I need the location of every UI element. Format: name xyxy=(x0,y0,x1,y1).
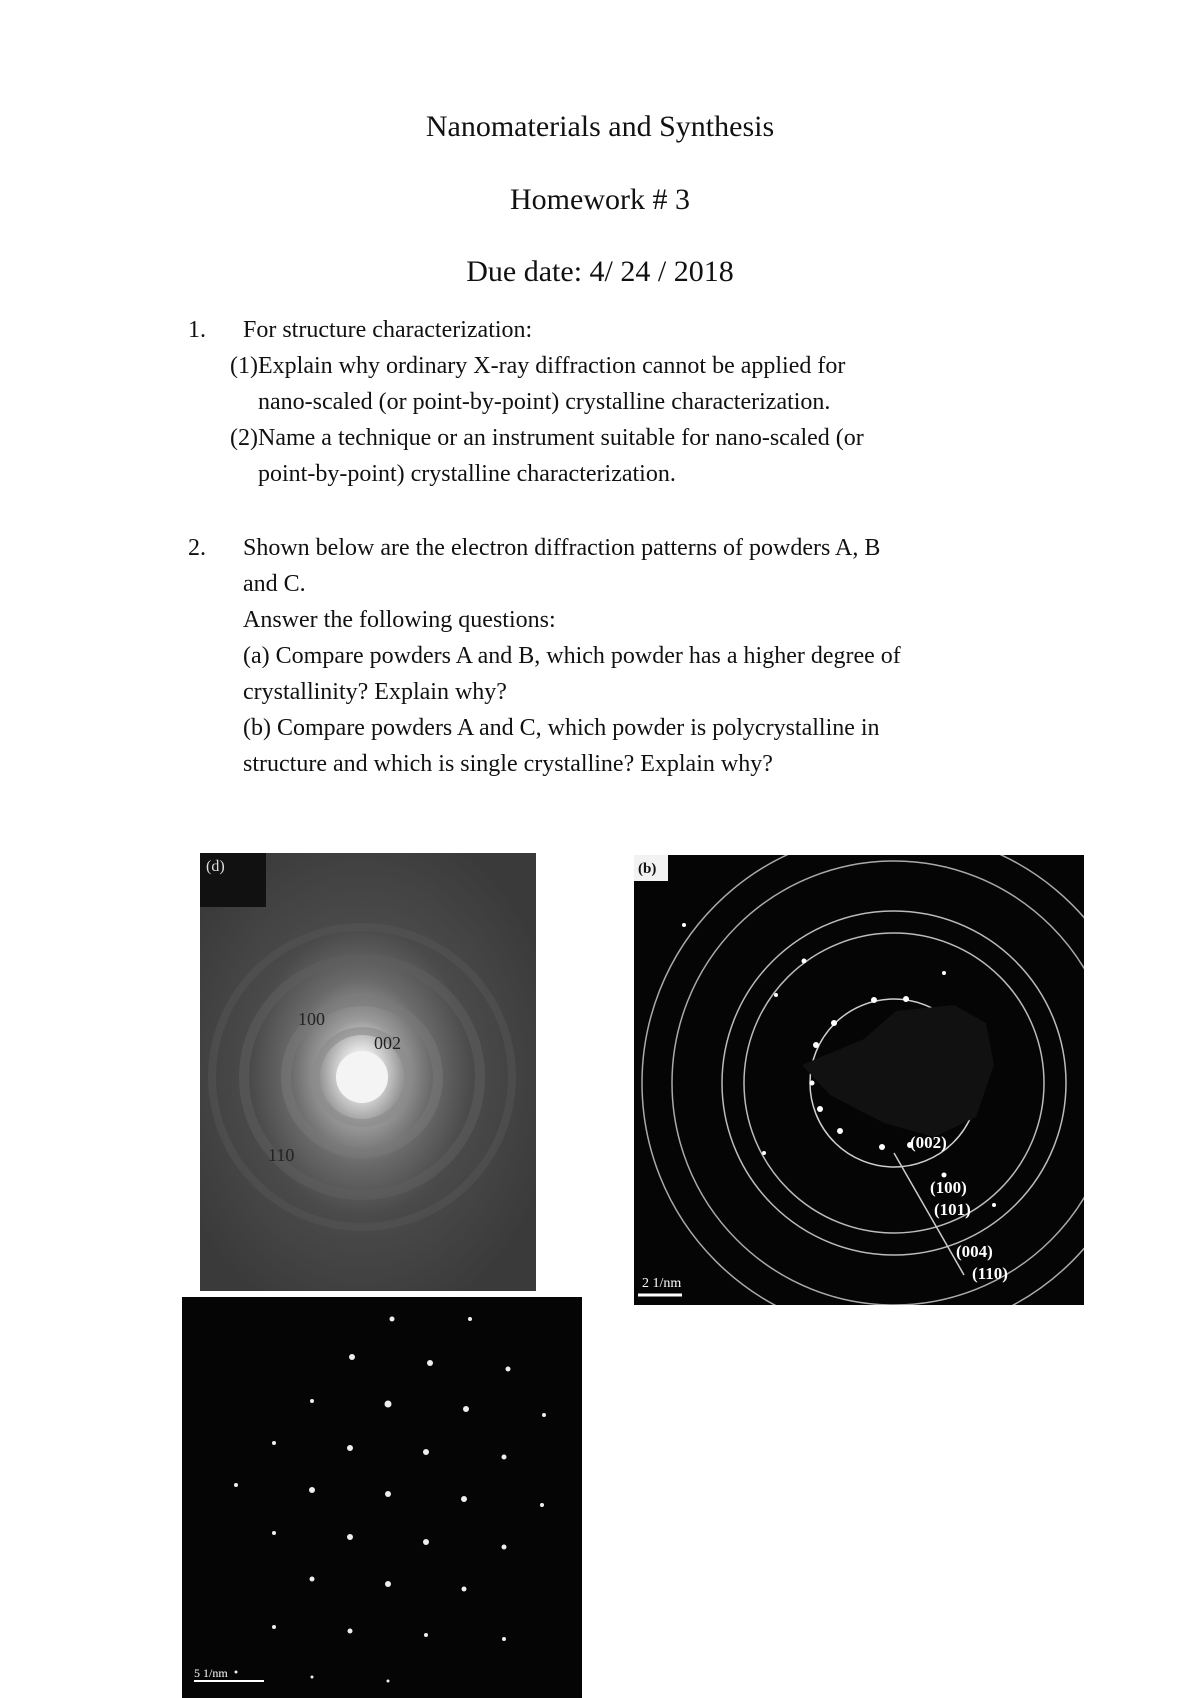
diffraction-pattern-a xyxy=(200,853,536,1291)
ring-label: (100) xyxy=(930,1178,967,1197)
question-1 xyxy=(188,312,1048,492)
ring-label: (004) xyxy=(956,1242,993,1261)
part-label: (1) xyxy=(230,353,258,379)
question-2 xyxy=(188,530,1048,782)
question-1-part-2 xyxy=(230,420,1048,492)
ring-label: 100 xyxy=(298,1009,325,1029)
question-line: crystallinity? Explain why? xyxy=(243,679,507,705)
part-line: nano-scaled (or point-by-point) crystalline characterization. xyxy=(258,389,831,415)
diffraction-pattern-c-image xyxy=(182,1297,582,1698)
question-number: 2. xyxy=(188,535,206,561)
diffraction-pattern-b-image xyxy=(634,855,1084,1305)
question-line: and C. xyxy=(243,571,306,597)
part-line: point-by-point) crystalline characterization. xyxy=(258,461,676,487)
homework-number: Homework # 3 xyxy=(510,183,690,216)
ring-label: (101) xyxy=(934,1200,971,1219)
question-line: structure and which is single crystalline? Explain why? xyxy=(243,751,773,777)
scale-bar-label: 2 1/nm xyxy=(642,1276,682,1291)
panel-label: (d) xyxy=(206,858,225,875)
question-1-part-1 xyxy=(230,348,1048,420)
part-line: Name a technique or an instrument suitable for nano-scaled (or xyxy=(258,425,864,451)
due-date: Due date: 4/ 24 / 2018 xyxy=(466,255,734,288)
question-line: (a) Compare powders A and B, which powder has a higher degree of xyxy=(243,643,901,669)
ring-label: 110 xyxy=(268,1145,295,1165)
question-line: (b) Compare powders A and C, which powder is polycrystalline in xyxy=(243,715,880,741)
part-label: (2) xyxy=(230,425,258,451)
diffraction-pattern-b xyxy=(634,855,1084,1305)
question-line: Shown below are the electron diffraction patterns of powders A, B xyxy=(243,535,881,561)
question-number: 1. xyxy=(188,317,206,343)
ring-label: 002 xyxy=(374,1033,401,1053)
ring-label: (110) xyxy=(972,1264,1008,1283)
part-line: Explain why ordinary X-ray diffraction cannot be applied for xyxy=(258,353,846,379)
diffraction-pattern-c xyxy=(182,1297,582,1698)
question-text: For structure characterization: xyxy=(243,317,533,343)
course-title: Nanomaterials and Synthesis xyxy=(425,110,775,143)
diffraction-pattern-a-image xyxy=(200,853,536,1291)
panel-label: (b) xyxy=(638,861,657,877)
scale-bar-label: 5 1/nm xyxy=(194,1666,228,1680)
ring-label: (002) xyxy=(910,1133,947,1152)
question-line: Answer the following questions: xyxy=(243,607,556,633)
